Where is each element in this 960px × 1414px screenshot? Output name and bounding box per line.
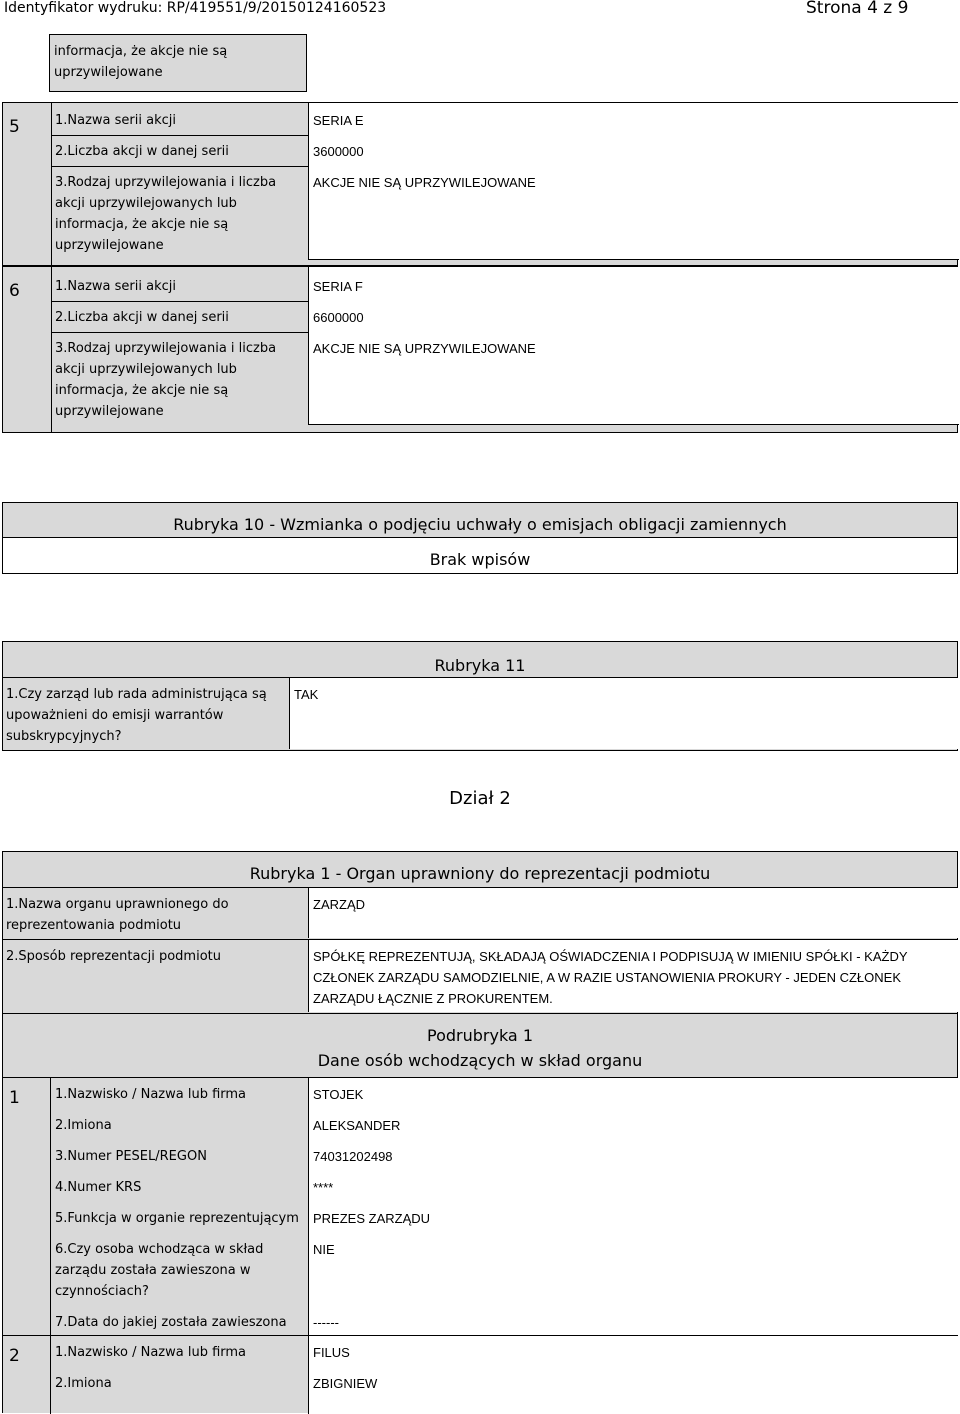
person-2-row-label: 2.Imiona [55, 1376, 112, 1391]
series-6-count-label: 2.Liczba akcji w danej serii [55, 310, 229, 325]
person-1-row-label: 5.Funkcja w organie reprezentującym [55, 1211, 299, 1226]
person-1-row-label: 3.Numer PESEL/REGON [55, 1149, 207, 1164]
series-5-type-value: AKCJE NIE SĄ UPRZYWILEJOWANE [313, 175, 536, 190]
page-number: Strona 4 z 9 [806, 0, 909, 18]
person-2-block [2, 1335, 958, 1413]
d2-rub1-header [2, 851, 958, 888]
person-2-row-value: FILUS [313, 1345, 350, 1360]
series-6-block [2, 266, 958, 433]
series-5-block [2, 102, 958, 266]
person-1-row-label: 6.Czy osoba wchodząca w skład zarządu została zawieszona w czynnościach? [55, 1242, 264, 1299]
rub11-q-value: TAK [294, 687, 319, 702]
series-6-name-value: SERIA F [313, 279, 363, 294]
rub11-row [2, 678, 958, 751]
d2-organ-row [2, 888, 958, 940]
series-5-name-label: 1.Nazwa serii akcji [55, 113, 176, 128]
rub10-title: Rubryka 10 - Wzmianka o podjęciu uchwały o emisjach obligacji zamiennych [173, 515, 787, 534]
series-5-name-value: SERIA E [313, 113, 364, 128]
person-1-row-value: STOJEK [313, 1087, 364, 1102]
series-6-type-label: 3.Rodzaj uprzywilejowania i liczba akcji uprzywilejowanych lub informacja, że akcje nie są uprzywilejowane [55, 341, 277, 419]
rub10-body [2, 538, 958, 574]
person-1-row-label: 1.Nazwisko / Nazwa lub firma [55, 1087, 247, 1102]
series-6-name-label: 1.Nazwa serii akcji [55, 279, 176, 294]
d2-sub-header [2, 1014, 958, 1078]
d2-organ-label: 1.Nazwa organu uprawnionego do reprezentowania podmiotu [6, 897, 229, 933]
series-5-number: 5 [9, 117, 20, 137]
person-1-row-label: 4.Numer KRS [55, 1180, 142, 1195]
print-id: Identyfikator wydruku: RP/419551/9/20150124160523 [4, 0, 387, 16]
person-1-row-value: ------ [313, 1315, 339, 1330]
person-1-row-label: 7.Data do jakiej została zawieszona [55, 1315, 287, 1330]
person-1-row-value: 74031202498 [313, 1149, 393, 1164]
person-1-row-value: PREZES ZARZĄDU [313, 1211, 431, 1226]
series-5-type-label: 3.Rodzaj uprzywilejowania i liczba akcji uprzywilejowanych lub informacja, że akcje nie są uprzywilejowane [55, 175, 277, 253]
person-1-row-value: **** [313, 1180, 334, 1195]
rub10-header [2, 502, 958, 538]
series-5-count-label: 2.Liczba akcji w danej serii [55, 144, 229, 159]
d2-sub-title: Podrubryka 1 [427, 1026, 533, 1045]
rub11-title: Rubryka 11 [434, 656, 526, 675]
series-5-count-value: 3600000 [313, 144, 364, 159]
d2-organ-value: ZARZĄD [313, 897, 365, 912]
person-2-row-value: ZBIGNIEW [313, 1376, 378, 1391]
rub11-header [2, 641, 958, 678]
d2-sub-subtitle: Dane osób wchodzących w skład organu [317, 1051, 643, 1070]
dzial2-title: Dział 2 [449, 788, 511, 809]
person-2-row-label: 1.Nazwisko / Nazwa lub firma [55, 1345, 247, 1360]
rub9-cont-label-cell [49, 34, 307, 92]
d2-sposob-value: SPÓŁKĘ REPREZENTUJĄ, SKŁADAJĄ OŚWIADCZENIA I PODPISUJĄ W IMIENIU SPÓŁKI - KAŻDY CZŁONEK ZARZĄDU SAMODZIELNIE, A W RAZIE USTANOWIENIA PROKURY - JEDEN CZŁONEK ZARZĄDU ŁĄCZNIE Z PROKURENTEM. [313, 949, 908, 1006]
person-2-number: 2 [9, 1346, 20, 1366]
person-1-row-value: NIE [313, 1242, 335, 1257]
d2-sposob-label: 2.Sposób reprezentacji podmiotu [6, 949, 221, 964]
series-6-count-value: 6600000 [313, 310, 364, 325]
person-1-block [2, 1078, 958, 1335]
rub9-cont-label: informacja, że akcje nie są uprzywilejowane [54, 44, 228, 80]
person-1-number: 1 [9, 1088, 20, 1108]
person-1-row-value: ALEKSANDER [313, 1118, 401, 1133]
rub11-q-label: 1.Czy zarząd lub rada administrująca są upoważnieni do emisji warrantów subskrypcyjnych? [6, 687, 267, 744]
person-1-row-label: 2.Imiona [55, 1118, 112, 1133]
d2-rub1-title: Rubryka 1 - Organ uprawniony do reprezentacji podmiotu [249, 864, 711, 883]
rub10-empty: Brak wpisów [429, 550, 531, 569]
series-6-type-value: AKCJE NIE SĄ UPRZYWILEJOWANE [313, 341, 536, 356]
d2-sposob-row [2, 940, 958, 1014]
series-6-number: 6 [9, 281, 20, 301]
